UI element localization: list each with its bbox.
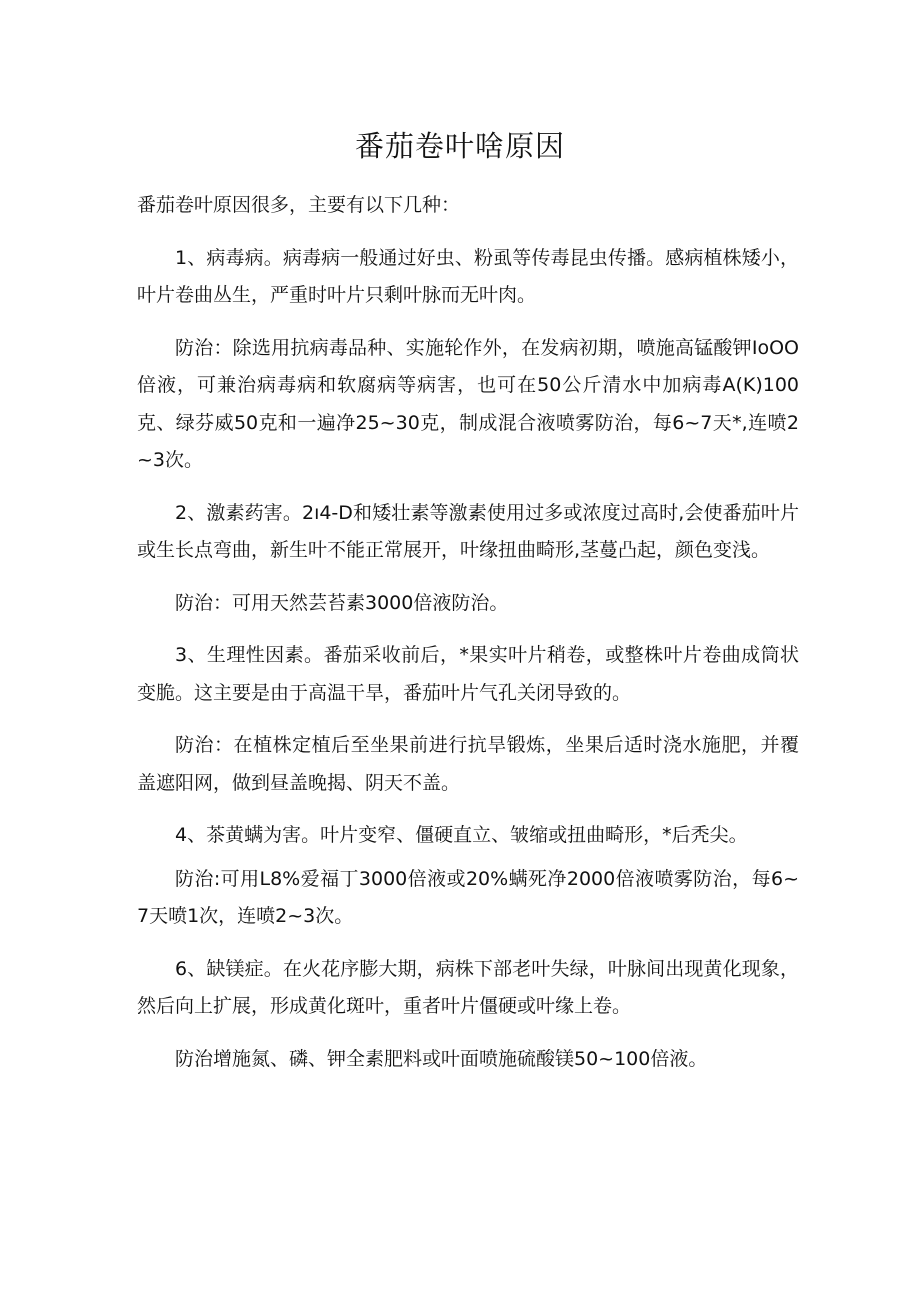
intro-paragraph: 番茄卷叶原因很多，主要有以下几种： [137,194,461,216]
document-body [137,187,799,1078]
paragraph-hormone-control: 防治：可用天然芸苔素3000倍液防治。 [175,591,509,614]
paragraph-virus-disease: 1、病毒病。病毒病一般通过好虫、粉虱等传毒昆虫传播。感病植株矮小，叶片卷曲丛生，严重时叶片只剩叶脉而无叶肉。 [137,246,799,306]
paragraph-hormone-damage: 2、激素药害。2ı4-D和矮壮素等激素使用过多或浓度过高时,会使番茄叶片或生长点弯曲，新生叶不能正常展开，叶缘扭曲畸形,茎蔓凸起，颜色变浅。 [137,501,799,561]
paragraph-mite-control: 防治:可用L8%爱福丁3000倍液或20%螨死净2000倍液喷雾防治，每6~7天喷1次，连喷2~3次。 [137,867,799,927]
paragraph-mite-damage: 4、茶黄螨为害。叶片变窄、僵硬直立、皱缩或扭曲畸形，*后秃尖。 [175,824,748,846]
document-title: 番茄卷叶啥原因 [354,129,565,163]
paragraph-physiological-factors: 3、生理性因素。番茄采收前后，*果实叶片稍卷，或整株叶片卷曲成筒状变脆。这主要是由于高温干旱，番茄叶片气孔关闭导致的。 [137,644,799,704]
paragraph-virus-control: 防治：除选用抗病毒品种、实施轮作外，在发病初期，喷施高锰酸钾IoOO倍液，可兼治病毒病和软腐病等病害，也可在50公斤清水中加病毒A(K)100克、绿芬威50克和一遍净25~30克，制成混合液喷雾防治，每6~7天*,连喷2~3次。 [137,336,799,471]
paragraph-magnesium-control: 防治增施氮、磷、钾全素肥料或叶面喷施硫酸镁50~100倍液。 [175,1047,708,1070]
paragraph-magnesium-deficiency: 6、缺镁症。在火花序膨大期，病株下部老叶失绿，叶脉间出现黄化现象，然后向上扩展，形成黄化斑叶，重者叶片僵硬或叶缘上卷。 [137,957,799,1017]
paragraph-physiological-control: 防治：在植株定植后至坐果前进行抗旱锻炼，坐果后适时浇水施肥，并覆盖遮阳网，做到昼盖晚揭、阴天不盖。 [137,734,799,794]
